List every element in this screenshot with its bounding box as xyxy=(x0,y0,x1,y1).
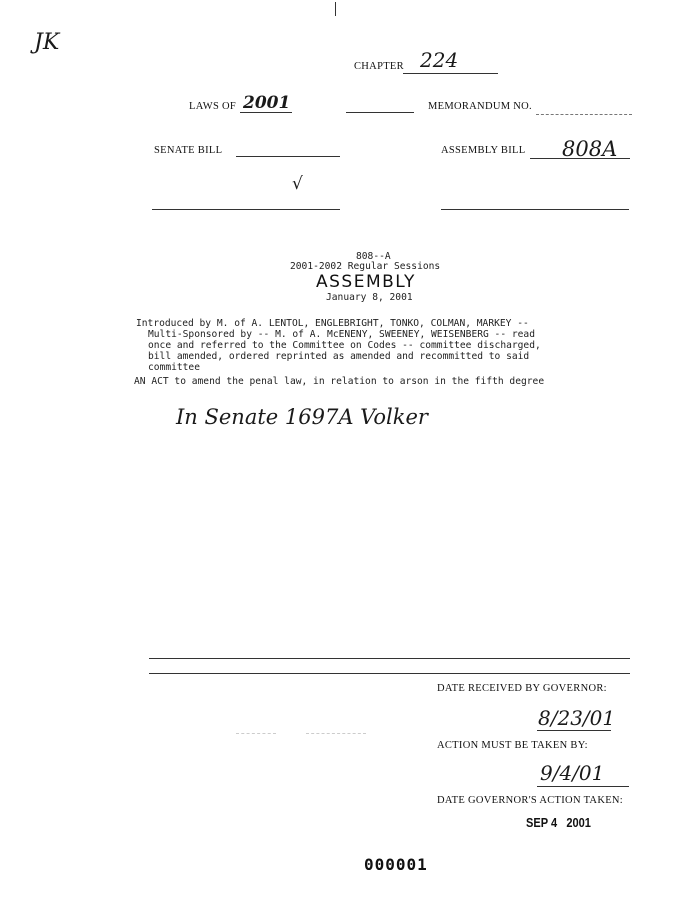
memorandum-label: MEMORANDUM NO. xyxy=(428,101,532,112)
lower-rule-2 xyxy=(149,673,630,674)
scan-artifact-mid xyxy=(306,733,366,734)
action-taken-label: DATE GOVERNOR'S ACTION TAKEN: xyxy=(437,795,624,806)
handwritten-senate-note: In Senate 1697A Volker xyxy=(176,405,428,429)
date-received-line xyxy=(537,730,611,731)
senate-bill-label: SENATE BILL xyxy=(154,145,223,156)
bill-sessions: 2001-2002 Regular Sessions xyxy=(290,261,441,272)
action-taken-stamp: SEP 4 2001 xyxy=(526,815,591,830)
intro-line-2: Multi-Sponsored by -- M. of A. McENENY, SWEENEY, WEISENBERG -- read xyxy=(148,329,535,340)
action-deadline-label: ACTION MUST BE TAKEN BY: xyxy=(437,740,588,751)
chapter-line xyxy=(403,73,498,74)
laws-line xyxy=(240,112,292,113)
act-text: AN ACT to amend the penal law, in relation to arson in the fifth degree xyxy=(134,376,545,387)
chapter-value: 224 xyxy=(420,48,459,72)
laws-second-line xyxy=(346,112,414,113)
date-received-label: DATE RECEIVED BY GOVERNOR: xyxy=(437,683,607,694)
scan-artifact-left xyxy=(236,733,276,734)
left-signature-line xyxy=(152,209,340,210)
action-deadline-value: 9/4/01 xyxy=(540,761,605,785)
intro-line-4: bill amended, ordered reprinted as amended and recommitted to said xyxy=(148,351,530,362)
right-signature-line xyxy=(441,209,629,210)
assembly-bill-label: ASSEMBLY BILL xyxy=(441,145,526,156)
laws-value: 2001 xyxy=(243,93,291,113)
bill-date: January 8, 2001 xyxy=(326,292,413,303)
lower-rule-1 xyxy=(149,658,630,659)
assembly-bill-line xyxy=(530,158,630,159)
action-deadline-line xyxy=(537,786,629,787)
laws-label: LAWS OF xyxy=(189,101,237,112)
intro-line-1: Introduced by M. of A. LENTOL, ENGLEBRIGHT, TONKO, COLMAN, MARKEY -- xyxy=(136,318,529,329)
bill-house: ASSEMBLY xyxy=(316,272,416,292)
intro-line-5: committee xyxy=(148,362,200,373)
memorandum-line xyxy=(536,114,632,115)
bill-number: 808--A xyxy=(356,251,391,262)
chapter-label: CHAPTER xyxy=(354,61,404,72)
intro-line-3: once and referred to the Committee on Codes -- committee discharged, xyxy=(148,340,541,351)
senate-bill-line xyxy=(236,156,340,157)
margin-initials: JK xyxy=(34,30,60,55)
date-received-value: 8/23/01 xyxy=(538,706,616,730)
top-tick xyxy=(335,2,336,16)
page-number: 000001 xyxy=(364,855,428,874)
assembly-bill-value: 808A xyxy=(562,137,618,161)
check-mark: √ xyxy=(292,174,303,194)
